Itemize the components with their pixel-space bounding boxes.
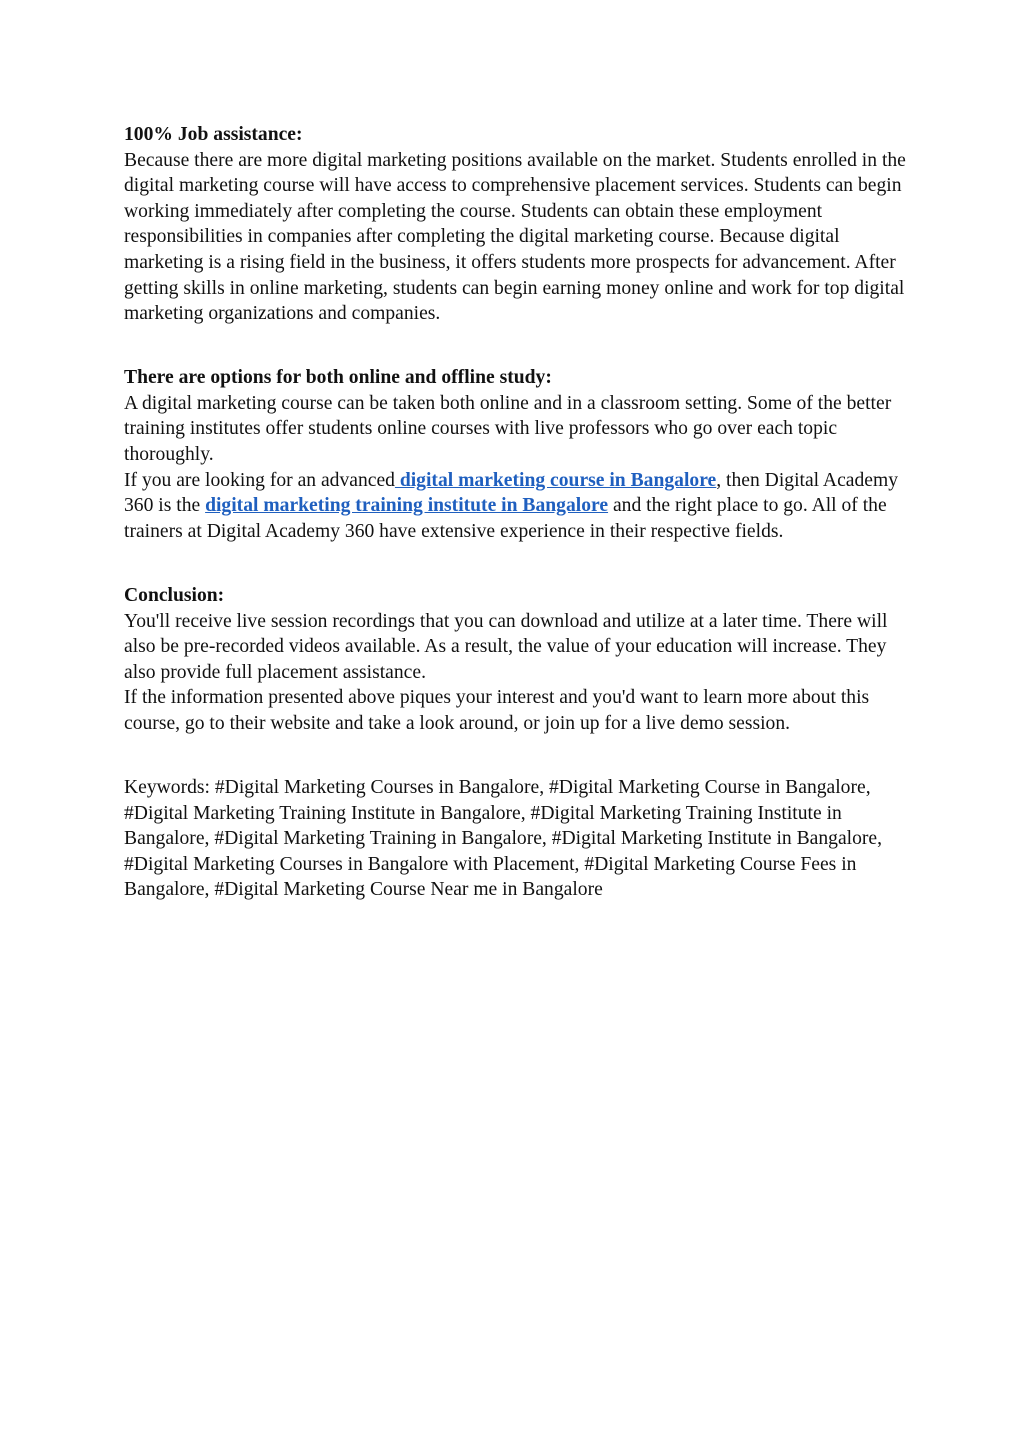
- section-paragraph-with-links: [124, 468, 914, 545]
- section-job-assistance: [124, 122, 914, 327]
- section-paragraph: If the information presented above piques your interest and you'd want to learn more about this course, go to their website and take a look around, or join up for a live demo session.: [124, 687, 870, 734]
- institute-link[interactable]: digital marketing training institute in Bangalore: [205, 495, 609, 517]
- keywords-text: Keywords: #Digital Marketing Courses in Bangalore, #Digital Marketing Course in Bangalore, #Digital Marketing Training Institute in Bangalore, #Digital Marketing Training Institute in Bangalore, #Digital Marketing Training in Bangalore, #Digital Marketing Institute in Bangalore, #Digital Marketing Courses in Bangalore with Placement, #Digital Marketing Course Fees in Bangalore, #Digital Marketing Course Near me in Bangalore: [124, 776, 883, 901]
- section-paragraph: You'll receive live session recordings that you can download and utilize at a later time. There will also be pre-recorded videos available. As a result, the value of your education will increase. They also provide full placement assistance.: [124, 610, 888, 683]
- paragraph-text: and the right place to go. All of the trainers at Digital Academy 360 have extensive experience in their respective fields.: [124, 495, 887, 542]
- keywords-section: [124, 775, 914, 903]
- section-heading: 100% Job assistance:: [124, 124, 303, 145]
- section-paragraph: Because there are more digital marketing positions available on the market. Students enrolled in the digital marketing course will have access to comprehensive placement services. Students can begin working immediately after completing the course. Students can obtain these employment responsibilities in companies after completing the digital marketing course. Because digital marketing is a rising field in the business, it offers students more prospects for advancement. After getting skills in online marketing, students can begin earning money online and work for top digital marketing organizations and companies.: [124, 149, 906, 325]
- paragraph-text: If you are looking for an advanced: [124, 469, 395, 491]
- section-paragraph: A digital marketing course can be taken both online and in a classroom setting. Some of the better training institutes offer students online courses with live professors who go over each topic thoroughly.: [124, 392, 892, 466]
- section-conclusion: [124, 583, 914, 737]
- section-heading: There are options for both online and offline study:: [124, 367, 552, 389]
- section-heading: Conclusion:: [124, 584, 225, 606]
- section-study-options: [124, 365, 914, 544]
- paragraph-text: , then Digital Academy 360 is the: [124, 469, 898, 517]
- course-link[interactable]: digital marketing course in Bangalore: [394, 469, 717, 491]
- document-page: [124, 122, 914, 941]
